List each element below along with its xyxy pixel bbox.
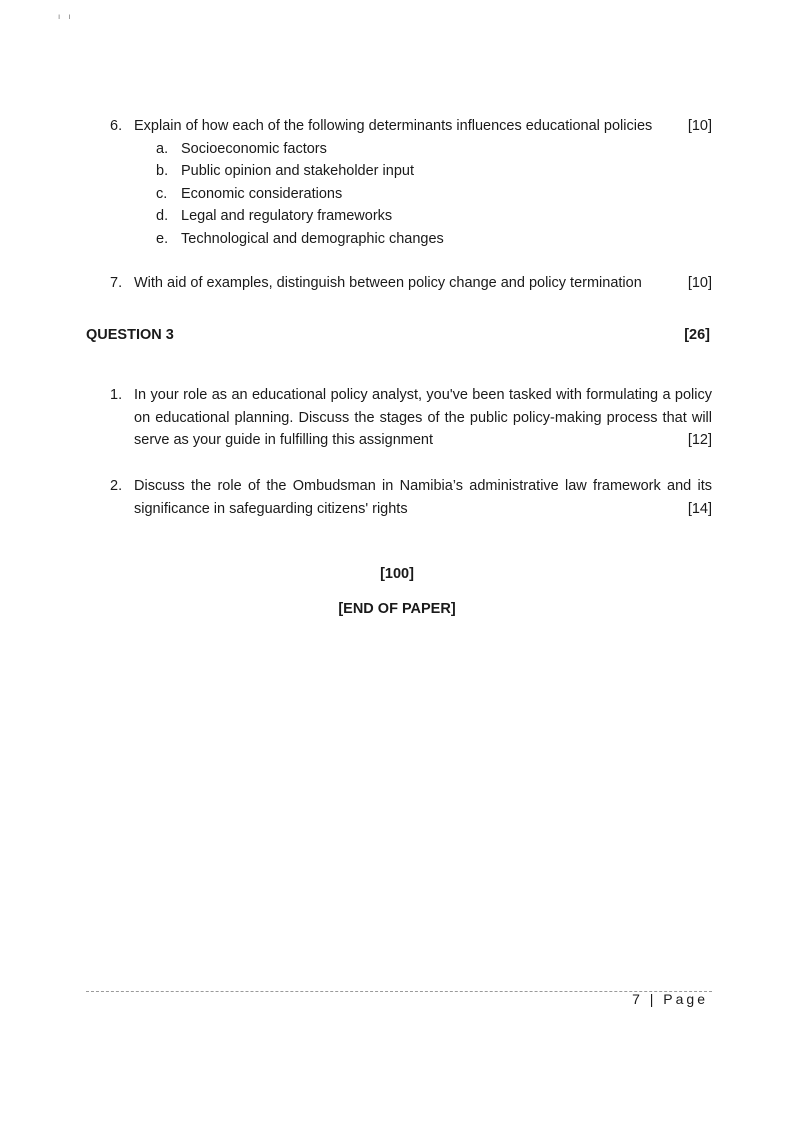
list-item [156,138,712,161]
section-heading [86,327,710,343]
list-item-text: Legal and regulatory frameworks [181,208,393,225]
page-footer [632,991,708,1007]
question-number: 7. [110,275,123,291]
total-marks: [100] [380,566,414,582]
page-label: Page [663,991,708,1007]
list-item [156,205,712,228]
question-6 [110,115,712,250]
list-item-letter: d. [156,208,169,225]
list-item-letter: c. [156,185,168,202]
section-title: QUESTION 3 [86,327,174,343]
list-item [156,160,712,183]
list-item-letter: a. [156,140,169,157]
question-marks: [10] [687,118,712,134]
question-number: 1. [110,387,123,403]
question-number: 2. [110,478,123,494]
question-number: 6. [110,118,123,134]
question-7 [110,272,712,295]
list-item-text: Technological and demographic changes [181,230,444,247]
page-number: 7 [632,991,643,1007]
list-item [156,228,712,251]
list-item [156,183,712,206]
list-item-text: Public opinion and stakeholder input [181,163,414,180]
end-of-paper: [END OF PAPER] [338,601,456,617]
question-text: Explain of how each of the following determinants influences educational policies [134,118,653,134]
question-text: With aid of examples, distinguish between policy change and policy termination [134,275,642,291]
list-item-text: Economic considerations [181,185,343,202]
question-marks: [14] [687,500,712,517]
list-item-letter: e. [156,230,169,247]
question-marks: [12] [687,432,712,448]
scan-marks: ı ı [58,12,74,21]
question-text: Discuss the role of the Ombudsman in Namibia’s administrative law framework and its significance in safeguarding citizens' rights [134,478,712,517]
list-item-text: Socioeconomic factors [181,140,327,157]
determinants-list [134,138,712,251]
question-marks: [10] [687,275,712,291]
section-marks: [26] [684,327,710,343]
page-separator: | [649,991,657,1007]
question-3-1 [110,384,712,452]
footer-divider [86,991,712,992]
question-text: In your role as an educational policy analyst, you've been tasked with formulating a policy on educational planning. Discuss the stages of the public policy-making process that will serve as your guide in fulfilling this assignment [134,387,712,448]
question-3-2 [110,475,712,520]
list-item-letter: b. [156,163,169,180]
